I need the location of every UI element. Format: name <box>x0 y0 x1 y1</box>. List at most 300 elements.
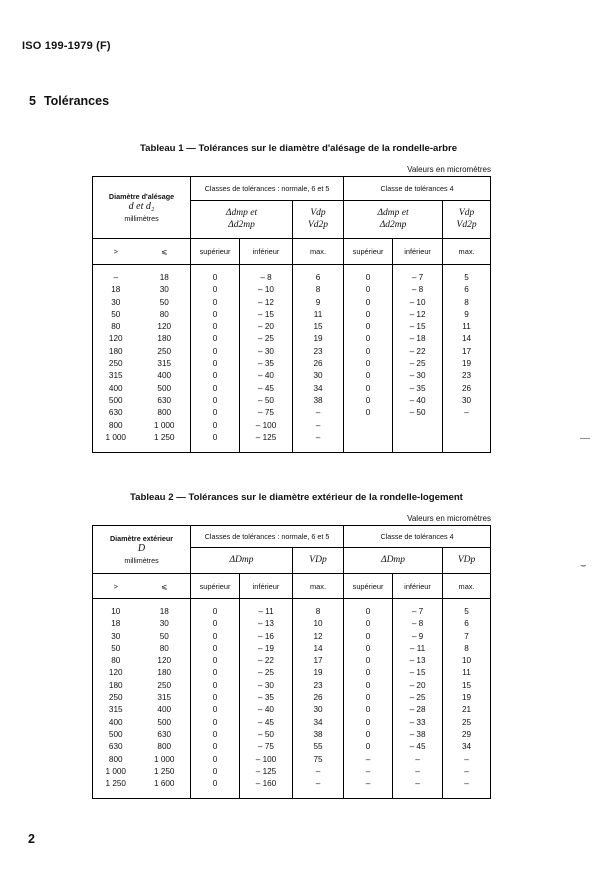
table-cell: 18 <box>93 618 139 630</box>
table1-caption: Tableau 1 — Tolérances sur le diamètre d'alésage de la rondelle-arbre <box>140 143 458 154</box>
spacer-cell <box>139 444 191 453</box>
diameter-symbol: D <box>137 543 146 555</box>
table-cell: – 100 <box>240 754 293 766</box>
table-cell: 19 <box>443 692 491 704</box>
table-cell: 0 <box>191 333 240 345</box>
table2-v-symbol-normal: VDp <box>293 548 344 574</box>
table-cell: 630 <box>139 395 191 407</box>
table2-delta-symbol-normal: ΔDmp <box>191 548 293 574</box>
diameter-label: Diamètre extérieur <box>109 534 174 544</box>
table-cell: 30 <box>443 395 491 407</box>
spacer-cell <box>93 599 139 607</box>
spacer-cell <box>443 790 491 799</box>
table-cell: 0 <box>344 704 393 716</box>
table-cell: 0 <box>191 272 240 284</box>
table-cell: 17 <box>293 655 344 667</box>
table-cell: 0 <box>191 680 240 692</box>
table-cell: – 13 <box>240 618 293 630</box>
spacer-cell <box>344 599 393 607</box>
table-cell: 0 <box>191 407 240 419</box>
table-cell: 14 <box>443 333 491 345</box>
table-cell: 0 <box>344 655 393 667</box>
table-cell: – 125 <box>240 766 293 778</box>
table-cell: 1 250 <box>139 766 191 778</box>
table-cell: – 11 <box>393 643 443 655</box>
subheader: ⩽ <box>139 239 191 265</box>
spacer-cell <box>293 444 344 453</box>
table-row <box>93 643 491 655</box>
table-row <box>93 383 491 395</box>
table-cell: 0 <box>344 297 393 309</box>
subheader: max. <box>293 574 344 599</box>
subheader: inférieur <box>393 239 443 265</box>
table-cell: – 30 <box>240 346 293 358</box>
table-row <box>93 333 491 345</box>
table-cell: – 25 <box>240 333 293 345</box>
table-cell: 0 <box>191 309 240 321</box>
subheader: supérieur <box>344 574 393 599</box>
table-cell: 30 <box>93 297 139 309</box>
table-cell: – 22 <box>240 655 293 667</box>
spacer-cell <box>93 444 139 453</box>
table-cell: 0 <box>344 383 393 395</box>
table-cell: – 40 <box>393 395 443 407</box>
table-cell: – 20 <box>240 321 293 333</box>
table-cell: 8 <box>293 284 344 296</box>
table-row <box>93 667 491 679</box>
table-cell: – 25 <box>240 667 293 679</box>
table-cell: – 10 <box>393 297 443 309</box>
table-cell: 180 <box>139 333 191 345</box>
table-cell: – <box>393 766 443 778</box>
table-cell: 26 <box>293 358 344 370</box>
table-cell: 180 <box>93 680 139 692</box>
table-cell: 0 <box>191 778 240 790</box>
spacer-cell <box>240 790 293 799</box>
table-cell: – 12 <box>393 309 443 321</box>
table-cell: 14 <box>293 643 344 655</box>
spacer-cell <box>344 790 393 799</box>
table-cell: 630 <box>139 729 191 741</box>
table-cell: 1 000 <box>93 766 139 778</box>
table-cell: 5 <box>443 272 491 284</box>
table2-diameter-header <box>93 526 191 574</box>
symbol: Δdmp et <box>225 208 258 219</box>
subheader: inférieur <box>240 574 293 599</box>
table-cell: 26 <box>443 383 491 395</box>
table2-group-4: Classe de tolérances 4 <box>344 526 491 548</box>
table-cell <box>344 420 393 432</box>
table-cell: – 45 <box>240 383 293 395</box>
table-cell: 500 <box>93 729 139 741</box>
table-cell: 11 <box>293 309 344 321</box>
table-cell: 0 <box>191 321 240 333</box>
section-number: 5 <box>29 94 36 108</box>
table-cell: – 33 <box>393 717 443 729</box>
subheader: supérieur <box>191 574 240 599</box>
table-cell: – 25 <box>393 692 443 704</box>
table-cell: 0 <box>344 346 393 358</box>
table-row <box>93 407 491 419</box>
table2-caption: Tableau 2 — Tolérances sur le diamètre extérieur de la rondelle-logement <box>130 492 463 503</box>
table-cell: 0 <box>191 346 240 358</box>
subheader: inférieur <box>393 574 443 599</box>
spacer-cell <box>393 444 443 453</box>
table-cell: 6 <box>443 284 491 296</box>
table-cell: 315 <box>93 704 139 716</box>
section-heading <box>29 94 109 108</box>
table-cell: 315 <box>139 358 191 370</box>
spacer-cell <box>191 444 240 453</box>
table-cell: 38 <box>293 395 344 407</box>
spacer-cell <box>293 599 344 607</box>
table-cell: 15 <box>293 321 344 333</box>
table-cell: – <box>293 420 344 432</box>
table-row <box>93 284 491 296</box>
table-cell: 0 <box>344 692 393 704</box>
table-cell: – 50 <box>240 395 293 407</box>
spacer-cell <box>393 265 443 273</box>
table-cell: 400 <box>93 717 139 729</box>
table-cell: – 20 <box>393 680 443 692</box>
table-cell: 80 <box>139 643 191 655</box>
table-cell <box>393 420 443 432</box>
symbol: Δd2mp <box>228 219 255 230</box>
table-cell: – 25 <box>393 358 443 370</box>
table-cell: – 19 <box>240 643 293 655</box>
table-cell: 30 <box>93 631 139 643</box>
table-cell: – 35 <box>393 383 443 395</box>
table-cell: – 18 <box>393 333 443 345</box>
symbol: Vdp <box>458 208 475 219</box>
table-row <box>93 655 491 667</box>
table-cell: 0 <box>191 297 240 309</box>
table-row <box>93 358 491 370</box>
table-cell <box>344 432 393 444</box>
table-cell: – <box>293 432 344 444</box>
table-cell: 50 <box>139 631 191 643</box>
table-cell: 180 <box>93 346 139 358</box>
spacer-cell <box>443 444 491 453</box>
table-cell: 30 <box>293 704 344 716</box>
table-cell: 19 <box>443 358 491 370</box>
table-cell: 500 <box>139 383 191 395</box>
table-cell: – 50 <box>240 729 293 741</box>
table-cell: 0 <box>344 333 393 345</box>
table-row <box>93 631 491 643</box>
table-cell: – 7 <box>393 272 443 284</box>
table-cell: 315 <box>93 370 139 382</box>
table-cell: 50 <box>139 297 191 309</box>
spacer-cell <box>393 790 443 799</box>
table-cell: – <box>293 407 344 419</box>
spacer-cell <box>139 265 191 273</box>
table-cell: 25 <box>443 717 491 729</box>
subheader: > <box>93 239 139 265</box>
spacer-cell <box>191 790 240 799</box>
table-cell: 0 <box>191 370 240 382</box>
table-cell: 0 <box>191 766 240 778</box>
table-cell: 120 <box>139 321 191 333</box>
table-cell: – 16 <box>240 631 293 643</box>
table-cell: 10 <box>443 655 491 667</box>
spacer-cell <box>240 444 293 453</box>
table-cell: – 9 <box>393 631 443 643</box>
table-cell: 8 <box>443 643 491 655</box>
table-cell: – 15 <box>393 667 443 679</box>
table-cell: – <box>293 766 344 778</box>
spacer-cell <box>240 265 293 273</box>
table-cell: – 45 <box>393 741 443 753</box>
table-row <box>93 618 491 630</box>
spacer-cell <box>393 599 443 607</box>
table-row <box>93 692 491 704</box>
subheader: > <box>93 574 139 599</box>
table1-diameter-header <box>93 177 191 239</box>
table-cell: – 160 <box>240 778 293 790</box>
table-cell: 8 <box>443 297 491 309</box>
table-cell: 0 <box>344 680 393 692</box>
table-cell: 0 <box>344 667 393 679</box>
table-row <box>93 606 491 618</box>
table-cell: 1 000 <box>93 432 139 444</box>
table-cell: 630 <box>93 407 139 419</box>
table-cell: 0 <box>191 358 240 370</box>
table-cell: – 125 <box>240 432 293 444</box>
subheader: max. <box>443 239 491 265</box>
table-row <box>93 766 491 778</box>
table-cell: 0 <box>191 432 240 444</box>
table-cell: – <box>443 754 491 766</box>
table-cell: – 15 <box>393 321 443 333</box>
table-cell: 0 <box>344 395 393 407</box>
table-cell: 1 000 <box>139 754 191 766</box>
table-cell: 75 <box>293 754 344 766</box>
subheader: supérieur <box>191 239 240 265</box>
table-cell: 15 <box>443 680 491 692</box>
table-cell: 0 <box>344 606 393 618</box>
table-cell: 38 <box>293 729 344 741</box>
table-cell: 19 <box>293 667 344 679</box>
table-cell: – <box>344 778 393 790</box>
table-cell: – 35 <box>240 358 293 370</box>
table-row <box>93 741 491 753</box>
table-cell: – 45 <box>240 717 293 729</box>
table-cell: 19 <box>293 333 344 345</box>
table-cell: – 8 <box>393 284 443 296</box>
table1-units: Valeurs en micromètres <box>407 165 491 174</box>
table-cell: 9 <box>293 297 344 309</box>
table-cell: – 8 <box>240 272 293 284</box>
symbol: Δd2mp <box>379 219 407 230</box>
symbol: Vd2p <box>456 219 477 230</box>
table-cell: – 28 <box>393 704 443 716</box>
spacer-cell <box>240 599 293 607</box>
table2-units: Valeurs en micromètres <box>407 514 491 523</box>
subheader: max. <box>443 574 491 599</box>
spacer-cell <box>443 265 491 273</box>
table2-group-normal: Classes de tolérances : normale, 6 et 5 <box>191 526 344 548</box>
table-cell: 0 <box>191 284 240 296</box>
table-cell: 8 <box>293 606 344 618</box>
table-cell: 6 <box>443 618 491 630</box>
table1-v-symbol-4 <box>443 201 491 239</box>
table-cell: 6 <box>293 272 344 284</box>
diameter-label: Diamètre d'alésage <box>108 192 175 202</box>
document-header: ISO 199-1979 (F) <box>22 40 111 52</box>
table1-group-4: Classe de tolérances 4 <box>344 177 491 201</box>
table-cell: – 75 <box>240 407 293 419</box>
table-cell: – 30 <box>393 370 443 382</box>
section-title: Tolérances <box>43 94 110 108</box>
table-cell: 0 <box>344 643 393 655</box>
spacer-cell <box>293 790 344 799</box>
spacer-cell <box>443 599 491 607</box>
table-row <box>93 272 491 284</box>
table-cell: – 40 <box>240 704 293 716</box>
table-cell: 0 <box>191 618 240 630</box>
table-cell: 250 <box>93 692 139 704</box>
margin-mark: ⌣ <box>580 560 587 571</box>
table-cell: – <box>443 407 491 419</box>
spacer-cell <box>293 265 344 273</box>
table-cell: 800 <box>93 420 139 432</box>
table-cell: 400 <box>139 370 191 382</box>
subheader: ⩽ <box>139 574 191 599</box>
table-cell: 1 250 <box>139 432 191 444</box>
table-cell: 0 <box>344 631 393 643</box>
symbol: Δdmp et <box>377 208 409 219</box>
table-cell: – <box>443 766 491 778</box>
table-cell: 1 250 <box>93 778 139 790</box>
page-number: 2 <box>28 832 35 846</box>
table-cell: 1 600 <box>139 778 191 790</box>
table-cell: 630 <box>93 741 139 753</box>
table-cell: – <box>93 272 139 284</box>
symbol: Vd2p <box>308 219 329 230</box>
subheader: max. <box>293 239 344 265</box>
table-cell: 250 <box>139 680 191 692</box>
table2 <box>92 525 491 799</box>
table-cell: 0 <box>344 741 393 753</box>
table-cell: – 15 <box>240 309 293 321</box>
table2-delta-symbol-4: ΔDmp <box>344 548 443 574</box>
table-cell: 0 <box>191 383 240 395</box>
table-row <box>93 778 491 790</box>
table-cell: 500 <box>93 395 139 407</box>
table-cell: 0 <box>344 370 393 382</box>
table-row <box>93 432 491 444</box>
table-cell: 17 <box>443 346 491 358</box>
diameter-symbol: d et d₂ <box>128 201 155 213</box>
table-cell: – <box>344 766 393 778</box>
table-cell: 55 <box>293 741 344 753</box>
symbol: Vdp <box>310 208 326 219</box>
table-cell: 7 <box>443 631 491 643</box>
table-row <box>93 717 491 729</box>
table-cell: 0 <box>191 692 240 704</box>
table-cell: 120 <box>139 655 191 667</box>
spacer-cell <box>93 265 139 273</box>
table-cell: 29 <box>443 729 491 741</box>
table-row <box>93 704 491 716</box>
table-cell: – 13 <box>393 655 443 667</box>
table-cell: – 10 <box>240 284 293 296</box>
table-cell: 250 <box>93 358 139 370</box>
table1-delta-symbol-4 <box>344 201 443 239</box>
table-cell: 0 <box>344 407 393 419</box>
table-cell: 0 <box>191 729 240 741</box>
table-row <box>93 420 491 432</box>
table-row <box>93 346 491 358</box>
subheader: supérieur <box>344 239 393 265</box>
table-cell: – 35 <box>240 692 293 704</box>
table-row <box>93 680 491 692</box>
table-cell: 0 <box>344 717 393 729</box>
table-cell: 120 <box>93 333 139 345</box>
table-cell: – 75 <box>240 741 293 753</box>
diameter-unit: millimètres <box>124 213 159 223</box>
table-cell: 5 <box>443 606 491 618</box>
table-cell: 180 <box>139 667 191 679</box>
table-cell: 0 <box>191 741 240 753</box>
table-cell: – 22 <box>393 346 443 358</box>
table2-v-symbol-4: VDp <box>443 548 491 574</box>
table-row <box>93 729 491 741</box>
table-cell: – 7 <box>393 606 443 618</box>
table-cell: 10 <box>293 618 344 630</box>
table-cell: 0 <box>191 631 240 643</box>
table-cell: – 8 <box>393 618 443 630</box>
spacer-cell <box>191 599 240 607</box>
table-cell: – 38 <box>393 729 443 741</box>
subheader: inférieur <box>240 239 293 265</box>
table-row <box>93 370 491 382</box>
table-cell: 23 <box>293 680 344 692</box>
table-cell: 23 <box>443 370 491 382</box>
diameter-unit: millimètres <box>124 555 159 565</box>
table-cell: 30 <box>139 284 191 296</box>
table-cell: 800 <box>139 741 191 753</box>
table-cell: 18 <box>139 606 191 618</box>
table-cell: 18 <box>139 272 191 284</box>
table-cell: 800 <box>93 754 139 766</box>
table-cell: – <box>293 778 344 790</box>
table-cell: 34 <box>443 741 491 753</box>
table-cell: 30 <box>293 370 344 382</box>
table-cell: 0 <box>191 667 240 679</box>
table-cell: 400 <box>139 704 191 716</box>
table-cell: 0 <box>191 395 240 407</box>
table-cell: – 30 <box>240 680 293 692</box>
table-cell: 50 <box>93 309 139 321</box>
spacer-cell <box>139 599 191 607</box>
table-cell: 120 <box>93 667 139 679</box>
table-cell: 50 <box>93 643 139 655</box>
table-row <box>93 321 491 333</box>
table-cell: 0 <box>344 272 393 284</box>
table-cell: 500 <box>139 717 191 729</box>
table-cell: 9 <box>443 309 491 321</box>
spacer-cell <box>191 265 240 273</box>
table1-group-normal: Classes de tolérances : normale, 6 et 5 <box>191 177 344 201</box>
margin-mark: — <box>580 433 590 444</box>
spacer-cell <box>93 790 139 799</box>
table-cell: – 12 <box>240 297 293 309</box>
table-cell <box>443 432 491 444</box>
table-cell: 80 <box>93 321 139 333</box>
table-cell: 12 <box>293 631 344 643</box>
